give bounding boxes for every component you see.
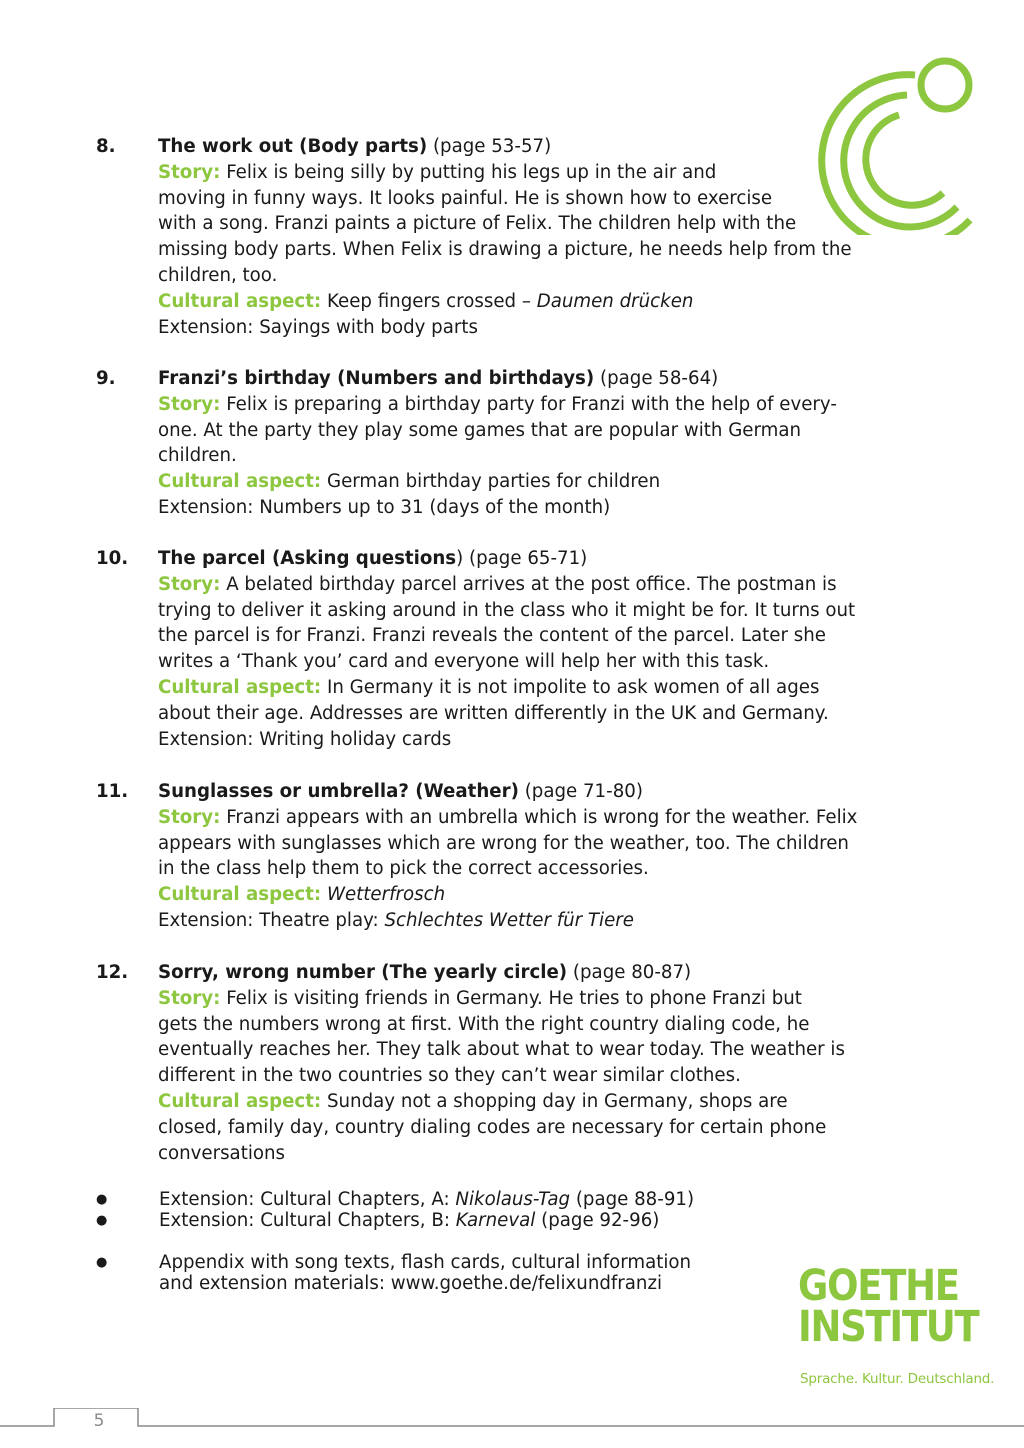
story-text: Franzi appears with an umbrella which is wrong for the weather. Felix bbox=[226, 806, 858, 828]
chapter-pages: ) (page 65-71) bbox=[456, 548, 588, 569]
chapter-title: Sorry, wrong number (The yearly circle) bbox=[158, 962, 568, 983]
chapter-number: 11. bbox=[96, 781, 129, 802]
page-number: 5 bbox=[93, 1411, 105, 1431]
chapter-item-9 bbox=[96, 366, 916, 521]
brand-line1: GOETHE bbox=[798, 1261, 959, 1311]
cultural-italic: Daumen drücken bbox=[536, 290, 694, 312]
extension-text: Extension: Sayings with body parts bbox=[158, 316, 478, 338]
extension-text: Extension: Numbers up to 31 (days of the month) bbox=[158, 496, 611, 518]
cultural-label: Cultural aspect: bbox=[158, 1090, 322, 1112]
footer-tab-line bbox=[0, 1408, 1024, 1448]
bullet-text: Extension: Cultural Chapters, A: bbox=[159, 1189, 456, 1210]
story-label: Story: bbox=[158, 987, 221, 1009]
story-text: the parcel is for Franzi. Franzi reveals the content of the parcel. Later she bbox=[158, 625, 826, 647]
chapter-pages: (page 71-80) bbox=[518, 781, 643, 802]
cultural-label: Cultural aspect: bbox=[158, 676, 322, 698]
brand-line2: INSTITUT bbox=[798, 1302, 979, 1352]
cultural-label: Cultural aspect: bbox=[158, 290, 322, 312]
story-label: Story: bbox=[158, 573, 221, 595]
cultural-text: Keep fingers crossed – bbox=[326, 290, 537, 312]
bullet-item bbox=[96, 1189, 876, 1210]
story-label: Story: bbox=[158, 161, 221, 183]
bullet-item bbox=[96, 1210, 876, 1231]
story-label: Story: bbox=[158, 393, 221, 415]
cultural-text: Sunday not a shopping day in Germany, shops are bbox=[326, 1090, 788, 1112]
extension-text: Extension: Writing holiday cards bbox=[158, 728, 452, 750]
chapter-title: Sunglasses or umbrella? (Weather) bbox=[158, 781, 519, 802]
chapter-title: The work out (Body parts) bbox=[158, 136, 428, 157]
chapter-number: 8. bbox=[96, 136, 116, 157]
bullet-text: and extension materials: www.goethe.de/felixundfranzi bbox=[159, 1273, 663, 1294]
story-text: different in the two countries so they can’t wear similar clothes. bbox=[158, 1065, 741, 1087]
chapter-pages: (page 58-64) bbox=[594, 368, 719, 389]
cultural-text: about their age. Addresses are written differently in the UK and Germany. bbox=[158, 702, 829, 724]
chapter-item-8 bbox=[96, 134, 916, 340]
bullet-italic: Karneval bbox=[455, 1210, 536, 1231]
chapter-item-10 bbox=[96, 546, 916, 752]
brand-tagline: Sprache. Kultur. Deutschland. bbox=[800, 1371, 995, 1387]
story-text: eventually reaches her. They talk about what to wear today. The weather is bbox=[158, 1039, 845, 1061]
bullet-text: Appendix with song texts, flash cards, cultural information bbox=[159, 1252, 692, 1273]
story-text: writes a ‘Thank you’ card and everyone will help her with this task. bbox=[158, 651, 770, 673]
story-text: appears with sunglasses which are wrong for the weather, too. The children bbox=[158, 832, 849, 854]
story-text: in the class help them to pick the correct accessories. bbox=[158, 858, 649, 880]
chapter-pages: (page 80-87) bbox=[567, 962, 692, 983]
chapter-pages: (page 53-57) bbox=[427, 136, 552, 157]
chapter-number: 9. bbox=[96, 368, 116, 389]
story-text: Felix is visiting friends in Germany. He tries to phone Franzi but bbox=[226, 987, 802, 1009]
story-text: A belated birthday parcel arrives at the post office. The postman is bbox=[226, 573, 837, 595]
story-text: children, too. bbox=[158, 264, 278, 286]
cultural-text: closed, family day, country dialing codes are necessary for certain phone bbox=[158, 1116, 827, 1138]
chapter-number: 10. bbox=[96, 548, 129, 569]
chapter-number: 12. bbox=[96, 962, 129, 983]
cultural-text: conversations bbox=[158, 1142, 286, 1164]
cultural-italic: Wetterfrosch bbox=[326, 884, 446, 906]
story-label: Story: bbox=[158, 806, 221, 828]
bullet-icon: ● bbox=[96, 1213, 108, 1228]
bullet-pages: (page 88-91) bbox=[570, 1189, 695, 1210]
story-text: one. At the party they play some games that are popular with German bbox=[158, 419, 802, 441]
story-text: gets the numbers wrong at first. With the right country dialing code, he bbox=[158, 1013, 810, 1035]
extension-text: Extension: Theatre play: bbox=[158, 909, 385, 931]
chapter-item-11 bbox=[96, 779, 916, 934]
cultural-label: Cultural aspect: bbox=[158, 471, 322, 493]
story-text: moving in funny ways. It looks painful. He is shown how to exercise bbox=[158, 187, 773, 209]
bullet-pages: (page 92-96) bbox=[535, 1210, 660, 1231]
chapter-title: The parcel (Asking questions bbox=[158, 548, 457, 569]
cultural-text: In Germany it is not impolite to ask women of all ages bbox=[326, 676, 820, 698]
chapter-item-12 bbox=[96, 960, 916, 1166]
cultural-text: German birthday parties for children bbox=[326, 471, 661, 493]
story-text: trying to deliver it asking around in the class who it might be for. It turns out bbox=[158, 599, 856, 621]
bullet-icon: ● bbox=[96, 1192, 108, 1207]
story-text: children. bbox=[158, 445, 237, 467]
bullet-icon: ● bbox=[96, 1255, 108, 1270]
story-text: missing body parts. When Felix is drawing a picture, he needs help from the bbox=[158, 239, 852, 261]
bullet-item bbox=[96, 1252, 876, 1294]
story-text: Felix is preparing a birthday party for Franzi with the help of every- bbox=[226, 393, 837, 415]
bullet-text: Extension: Cultural Chapters, B: bbox=[159, 1210, 456, 1231]
goethe-wordmark bbox=[798, 1261, 979, 1352]
story-text: with a song. Franzi paints a picture of Felix. The children help with the bbox=[158, 213, 797, 235]
extension-italic: Schlechtes Wetter für Tiere bbox=[384, 909, 634, 931]
story-text: Felix is being silly by putting his legs up in the air and bbox=[226, 161, 717, 183]
bullet-italic: Nikolaus-Tag bbox=[455, 1189, 571, 1210]
cultural-label: Cultural aspect: bbox=[158, 884, 322, 906]
chapter-title: Franzi’s birthday (Numbers and birthdays) bbox=[158, 368, 595, 389]
